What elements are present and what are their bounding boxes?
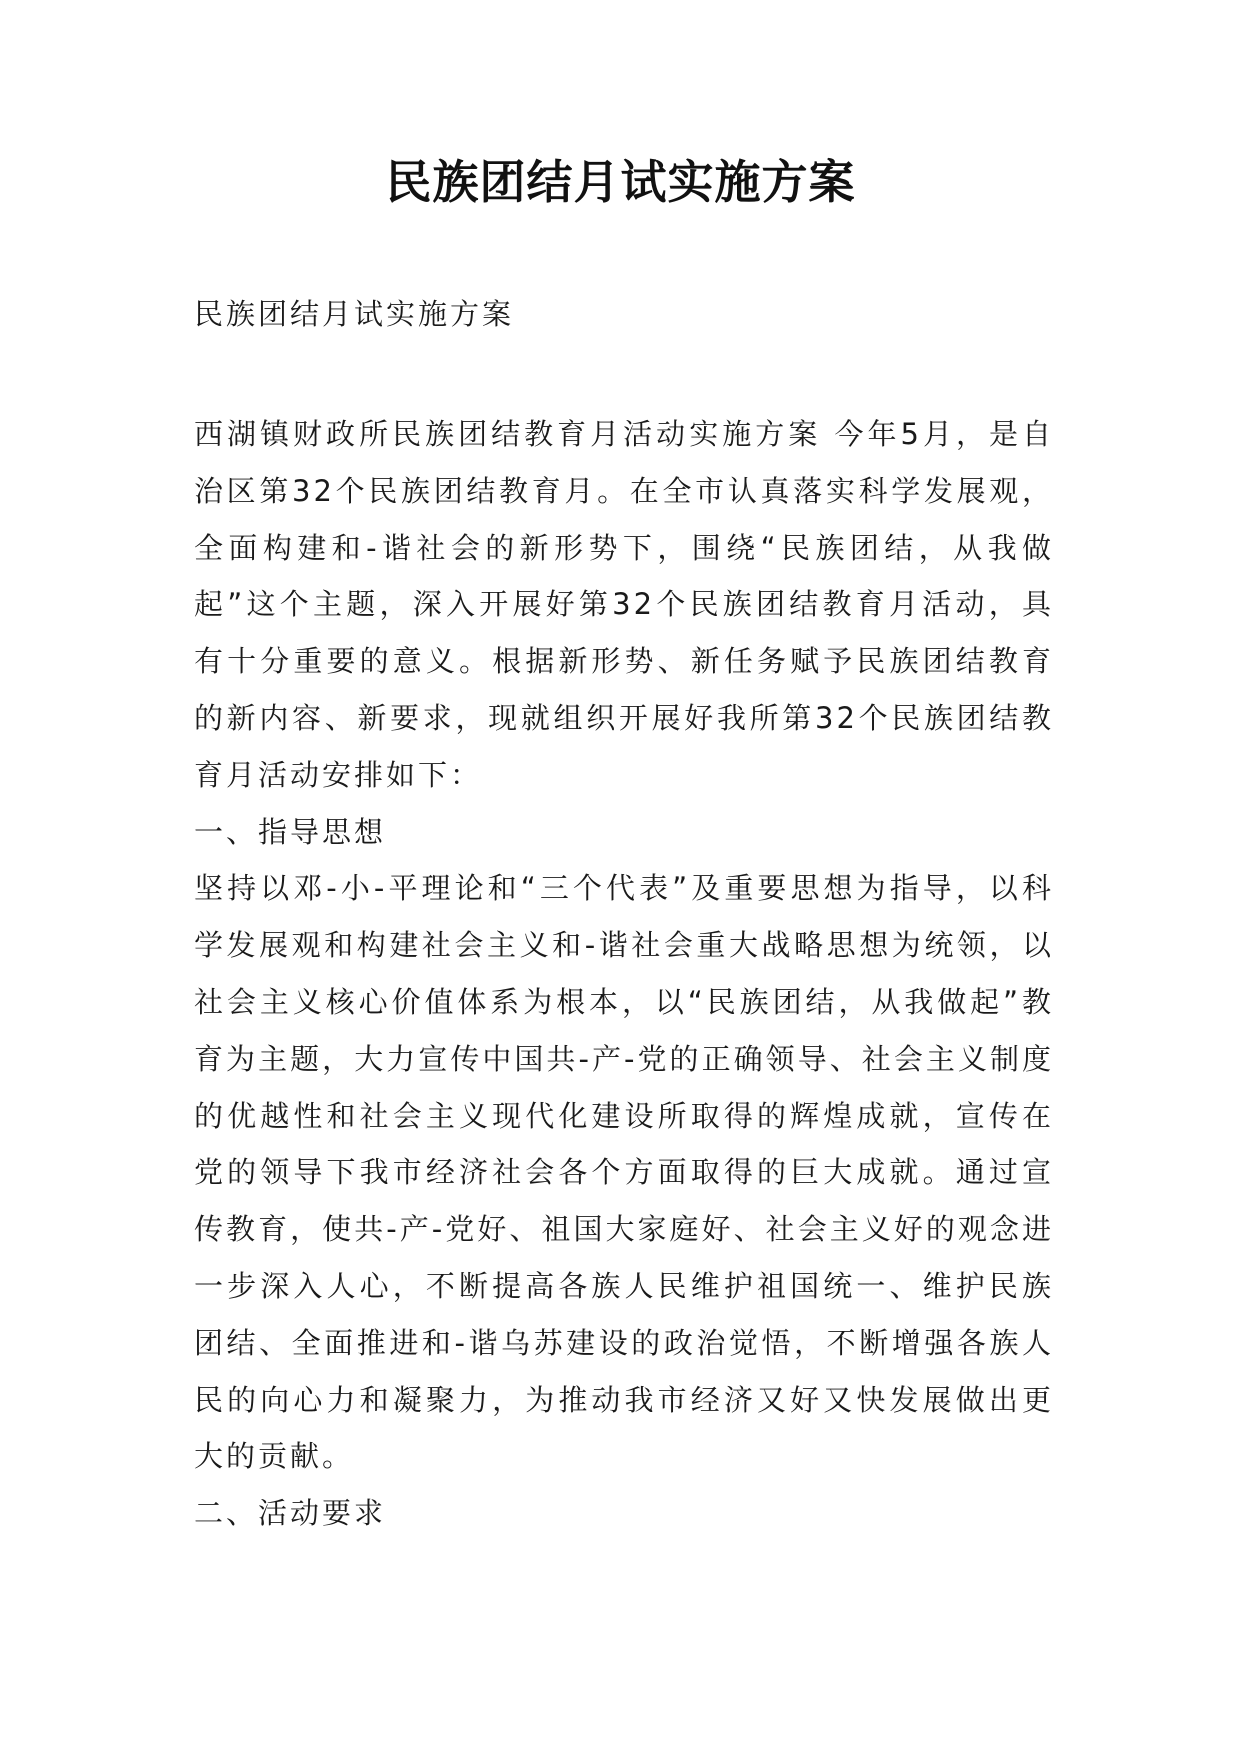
guiding-ideology-paragraph: 坚持以邓-小-平理论和“三个代表”及重要思想为指导，以科学发展观和构建社会主义和-谐社会重大战略思想为统领，以社会主义核心价值体系为根本，以“民族团结，从我做起”教育为主题，大力宣传中国共-产-党的正确领导、社会主义制度的优越性和社会主义现代化建设所取得的辉煌成就，宣传在党的领导下我市经济社会各个方面取得的巨大成就。通过宣传教育，使共-产-党好、祖国大家庭好、社会主义好的观念进一步深入人心，不断提高各族人民维护祖国统一、维护民族团结、全面推进和-谐乌苏建设的政治觉悟，不断增强各族人民的向心力和凝聚力，为推动我市经济又好又快发展做出更大的贡献。 bbox=[194, 871, 1054, 1474]
document-subtitle: 民族团结月试实施方案 bbox=[194, 297, 515, 331]
intro-paragraph: 西湖镇财政所民族团结教育月活动实施方案 今年5月，是自治区第32个民族团结教育月。在全市认真落实科学发展观，全面构建和-谐社会的新形势下，围绕“民族团结，从我做起”这个主题，深入开展好第32个民族团结教育月活动，具有十分重要的意义。根据新形势、新任务赋予民族团结教育的新内容、新要求，现就组织开展好我所第32个民族团结教育月活动安排如下： bbox=[194, 417, 1054, 792]
document-body bbox=[194, 406, 1054, 1542]
section-heading-activity-requirements: 二、活动要求 bbox=[194, 1496, 387, 1531]
document-title: 民族团结月试实施方案 bbox=[385, 155, 856, 209]
section-heading-guiding-ideology: 一、指导思想 bbox=[194, 814, 387, 849]
